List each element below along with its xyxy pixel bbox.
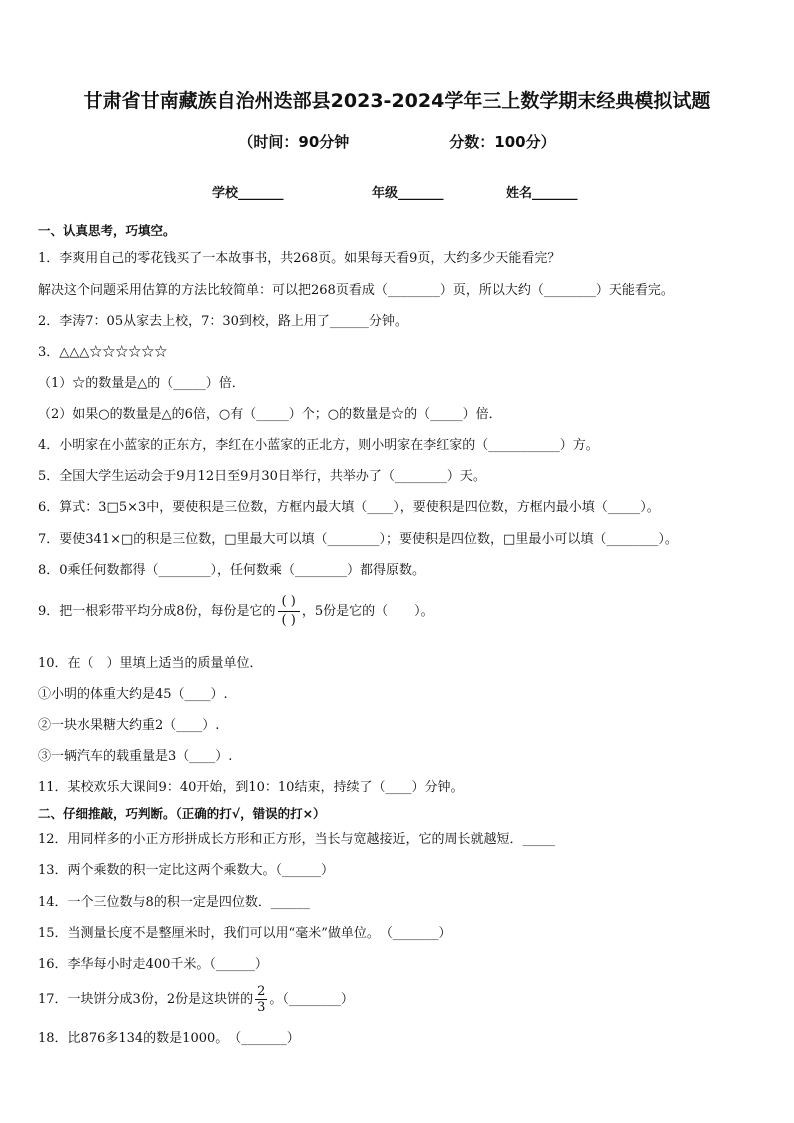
question-3: 3．△△△☆☆☆☆☆☆ (38, 345, 168, 360)
fraction-blank (278, 593, 300, 630)
question-3-part-2: （2）如果○的数量是△的6倍，○有（_____）个；○的数量是☆的（_____）倍． (38, 407, 502, 422)
question-16: 16．李华每小时走400千米。（______） (38, 957, 268, 972)
fraction-numerator: ( ) (278, 593, 300, 612)
question-7: 7．要使341×□的积是三位数，□里最大可以填（________）；要使积是四位数，□里最小可以填（________）。 (38, 532, 678, 547)
question-2: 2．李涛7：05从家去上校，7：30到校，路上用了______分钟。 (38, 314, 408, 329)
question-6: 6．算式：3□5×3中，要使积是三位数，方框内最大填（____），要使积是四位数，方框内最小填（_____）。 (38, 500, 660, 515)
question-10-part-1: ①小明的体重大约是45（____）. (38, 687, 228, 702)
question-8: 8．0乘任何数都得（________），任何数乘（________）都得原数。 (38, 563, 426, 578)
name-field: 姓名_______ (506, 186, 578, 201)
question-12: 12．用同样多的小正方形拼成长方形和正方形，当长与宽越接近，它的周长就越短．_____ (38, 832, 556, 847)
section-heading-fill: 一、认真思考，巧填空。 (38, 223, 176, 238)
fraction-numerator: 2 (257, 984, 266, 999)
question-13: 13．两个乘数的积一定比这两个乘数大。（______） (38, 863, 335, 878)
page-title: 甘肃省甘南藏族自治州迭部县2023-2024学年三上数学期末经典模拟试题 (83, 90, 711, 112)
question-9-text: 9．把一根彩带平均分成8份，每份是它的 (38, 604, 276, 619)
question-10: 10．在（ ）里填上适当的质量单位． (38, 656, 263, 671)
school-field: 学校_______ (212, 186, 284, 201)
question-3-part-1: （1）☆的数量是△的（_____）倍． (38, 376, 245, 391)
exam-score: 分数：100分） (449, 133, 556, 151)
grade-field: 年级_______ (372, 186, 444, 201)
question-18: 18．比876多134的数是1000。 （_______） (38, 1031, 300, 1046)
question-1: 1．李爽用自己的零花钱买了一本故事书，共268页。如果每天看9页，大约多少天能看完？ (38, 251, 561, 266)
exam-meta (0, 131, 794, 152)
fraction-denominator: ( ) (281, 613, 296, 628)
question-17-tail: 。（________） (269, 992, 354, 1007)
fraction-denominator: 3 (257, 1000, 266, 1015)
question-10-part-3: ③一辆汽车的载重量是3（____）. (38, 749, 233, 764)
question-9 (38, 593, 434, 630)
fraction-two-thirds (255, 984, 267, 1015)
question-17 (38, 984, 354, 1015)
question-4: 4．小明家在小蓝家的正东方，李红在小蓝家的正北方，则小明家在李红家的（___________）方。 (38, 438, 599, 453)
question-5: 5．全国大学生运动会于9月12日至9月30日举行，共举办了（________）天。 (38, 469, 486, 484)
question-17-text: 17．一块饼分成3份，2份是这块饼的 (38, 992, 254, 1007)
question-15: 15．当测量长度不是整厘米时，我们可以用“毫米”做单位。 （_______） (38, 926, 452, 941)
question-9-tail: ，5份是它的（ ）。 (301, 604, 434, 619)
question-1-detail: 解决这个问题采用估算的方法比较简单：可以把268页看成（________）页，所以大约（________）天能看完。 (38, 283, 674, 298)
question-11: 11．某校欢乐大课间9：40开始，到10：10结束，持续了（____）分钟。 (38, 780, 464, 795)
question-10-part-2: ②一块水果糖大约重2（____）. (38, 718, 220, 733)
question-14: 14．一个三位数与8的积一定是四位数．______ (38, 895, 310, 910)
exam-time: （时间：90分钟 (238, 133, 350, 151)
section-heading-judge: 二、仔细推敲，巧判断。（正确的打√，错误的打×） (38, 806, 326, 821)
